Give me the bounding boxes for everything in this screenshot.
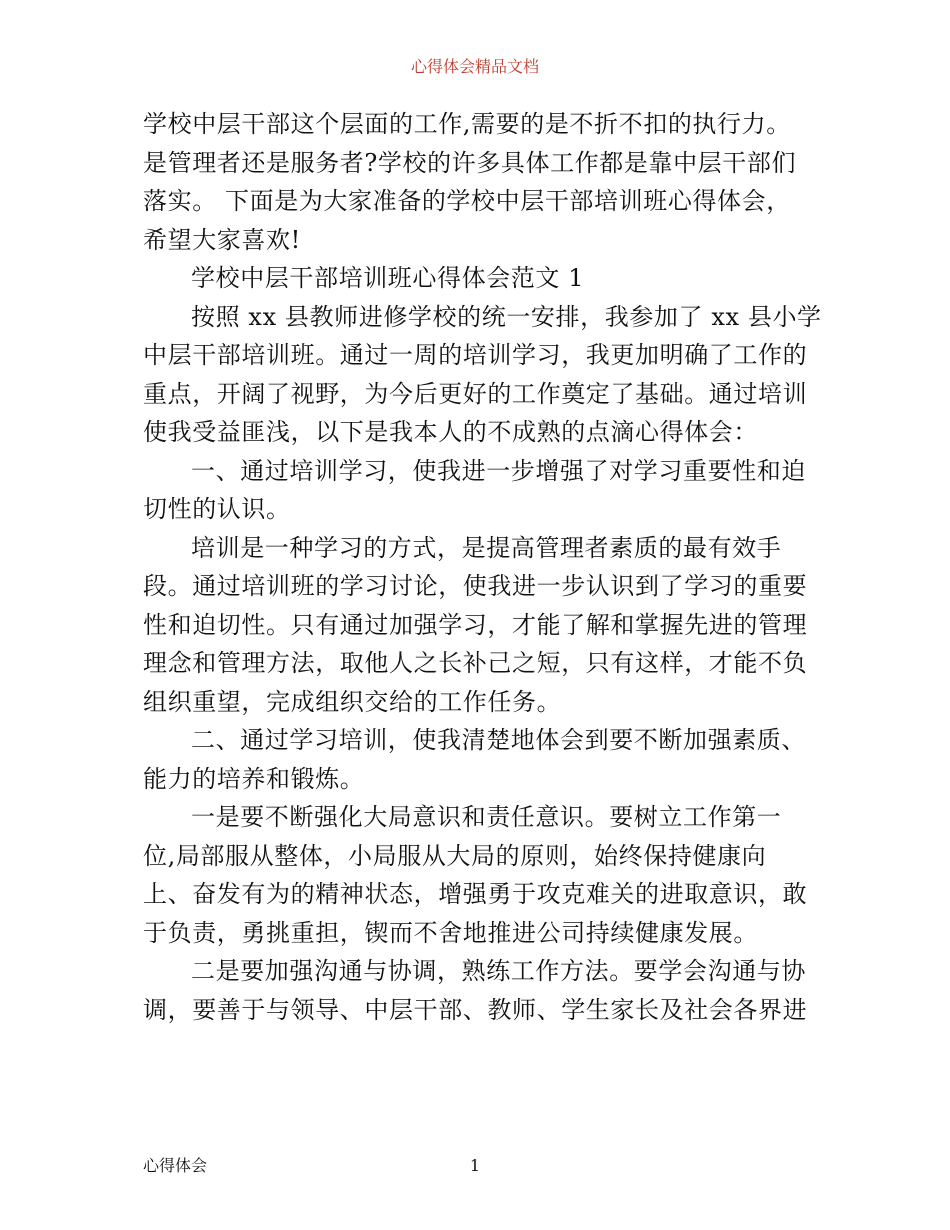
paragraph-line: 希望大家喜欢! [143, 225, 301, 254]
paragraph-line: 二是要加强沟通与协调，熟练工作方法。要学会沟通与协 [191, 957, 806, 985]
paragraph-line: 切性的认识。 [143, 495, 291, 523]
paragraph-line: 调，要善于与领导、中层干部、教师、学生家长及社会各界进 [143, 995, 808, 1024]
paragraph-line: 按照 xx 县教师进修学校的统一安排，我参加了 xx 县小学 [191, 302, 822, 331]
paragraph-line: 重点，开阔了视野，为今后更好的工作奠定了基础。通过培训 [143, 379, 808, 408]
paragraph-line: 落实。 下面是为大家准备的学校中层干部培训班心得体会， [143, 187, 791, 215]
paragraph-line: 是管理者还是服务者?学校的许多具体工作都是靠中层干部们 [143, 148, 797, 177]
paragraph-line: 段。通过培训班的学习讨论，使我进一步认识到了学习的重要 [143, 572, 808, 600]
paragraph-line: 位,局部服从整体，小局服从大局的原则，始终保持健康向 [143, 841, 767, 870]
document-body [143, 105, 822, 1029]
paragraph-line: 性和迫切性。只有通过加强学习，才能了解和掌握先进的管理 [143, 610, 808, 639]
paragraph-line: 能力的培养和锻炼。 [143, 764, 365, 793]
paragraph-line: 一是要不断强化大局意识和责任意识。要树立工作第一 [191, 803, 782, 831]
section-title: 学校中层干部培训班心得体会范文 1 [191, 264, 585, 292]
paragraph-line: 使我受益匪浅，以下是我本人的不成熟的点滴心得体会： [143, 418, 758, 446]
page-number: 1 [469, 1156, 481, 1175]
paragraph-line: 二、通过学习培训，使我清楚地体会到要不断加强素质、 [191, 726, 806, 754]
paragraph-line: 于负责，勇挑重担，锲而不舍地推进公司持续健康发展。 [143, 918, 758, 947]
paragraph-line: 组织重望，完成组织交给的工作任务。 [143, 687, 562, 716]
document-header: 心得体会精品文档 [410, 57, 539, 76]
paragraph-line: 上、奋发有为的精神状态，增强勇于攻克难关的进取意识，敢 [143, 880, 808, 908]
paragraph-line: 培训是一种学习的方式，是提高管理者素质的最有效手 [191, 533, 782, 562]
paragraph-line: 理念和管理方法，取他人之长补己之短，只有这样，才能不负 [143, 649, 808, 677]
footer-label: 心得体会 [143, 1156, 208, 1175]
paragraph-line: 学校中层干部这个层面的工作,需要的是不折不扣的执行力。 [143, 110, 791, 138]
paragraph-line: 一、通过培训学习，使我进一步增强了对学习重要性和迫 [191, 456, 806, 485]
paragraph-line: 中层干部培训班。通过一周的培训学习，我更加明确了工作的 [143, 341, 808, 369]
